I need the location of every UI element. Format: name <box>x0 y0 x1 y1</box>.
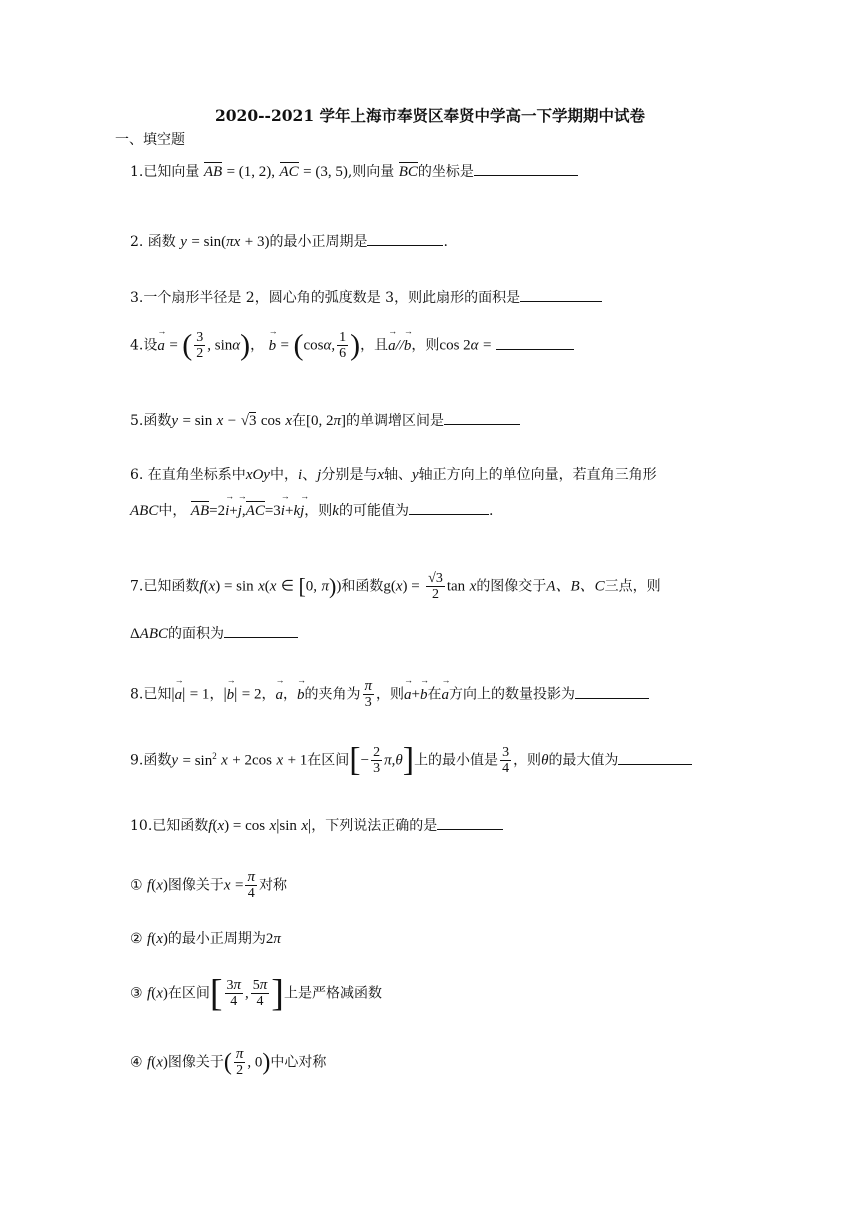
question-6-line-2: ABC中， AB=2→ i+→ j,AC=3→ i+k→ j，则k的可能值为 . <box>130 500 493 520</box>
answer-blank[interactable] <box>409 500 489 515</box>
answer-blank[interactable] <box>437 815 503 830</box>
question-10: 10.已知函数f(x) = cos x|sin x|，下列说法正确的是 <box>130 815 503 835</box>
question-7: 7.已知函数f(x) = sin x(x ∈ [0, π))和函数g(x) = $\frac{√3}{2}$ tan x的图像交于A、B、C三点，则 <box>130 571 661 602</box>
question-4: 4.设→ a = ( $\frac{3}{2}$ , sinα)， → b = (cosα, $\frac{1}{6}$ )，且→ a//→ b，则cos 2α = <box>130 330 574 361</box>
question-5: 5.函数y = sin x − √3 cos x在[0, 2π]的单调增区间是 <box>130 410 520 430</box>
section-heading: 一、填空题 <box>115 132 185 148</box>
answer-blank[interactable] <box>618 750 692 765</box>
option-3: ③ f(x)在区间[ $\frac{3\pi}{4}$ , $\frac{5\pi}{4}$ ]上是严格减函数 <box>130 972 382 1015</box>
option-2: ② f(x)的最小正周期为2π <box>130 931 281 947</box>
question-8: 8.已知|→ a| = 1，|→ b| = 2，→ a，→ b的夹角为 $\frac{\pi}{3}$ ，则→ a+→ b在→ a方向上的数量投影为 <box>130 679 649 710</box>
question-1: 1.已知向量 AB = (1, 2), AC = (3, 5),则向量 BC的坐标是 <box>130 161 578 181</box>
answer-blank[interactable] <box>575 684 649 699</box>
page-title: 2020--2021 学年上海市奉贤区奉贤中学高一下学期期中试卷 <box>214 106 646 125</box>
question-2: 2. 函数 y = sin(πx + 3)的最小正周期是 . <box>130 231 448 251</box>
question-7-line-2: ΔABC的面积为 <box>130 623 298 643</box>
answer-blank[interactable] <box>224 623 298 638</box>
answer-blank[interactable] <box>496 335 574 350</box>
option-4: ④ f(x)图像关于( $\frac{\pi}{2}$ , 0)中心对称 <box>130 1046 327 1078</box>
answer-blank[interactable] <box>520 287 602 302</box>
answer-blank[interactable] <box>367 231 443 246</box>
question-9: 9.函数$y = \sin^2 x + 2\cos$ x + 1在区间[− $\frac{2}{3}$ π,θ]上的最小值是 $\frac{3}{4}$ ，则θ的最大值为 <box>130 745 692 776</box>
answer-blank[interactable] <box>444 410 520 425</box>
question-3: 3.一个扇形半径是 2，圆心角的弧度数是 3，则此扇形的面积是 <box>130 287 602 307</box>
answer-blank[interactable] <box>474 161 578 176</box>
option-1: ① f(x)图像关于x = $\frac{\pi}{4}$ 对称 <box>130 869 287 901</box>
question-6: 6. 在直角坐标系中xOy中，i、j分别是与x轴、y轴正方向上的单位向量，若直角三角形 <box>130 467 657 483</box>
